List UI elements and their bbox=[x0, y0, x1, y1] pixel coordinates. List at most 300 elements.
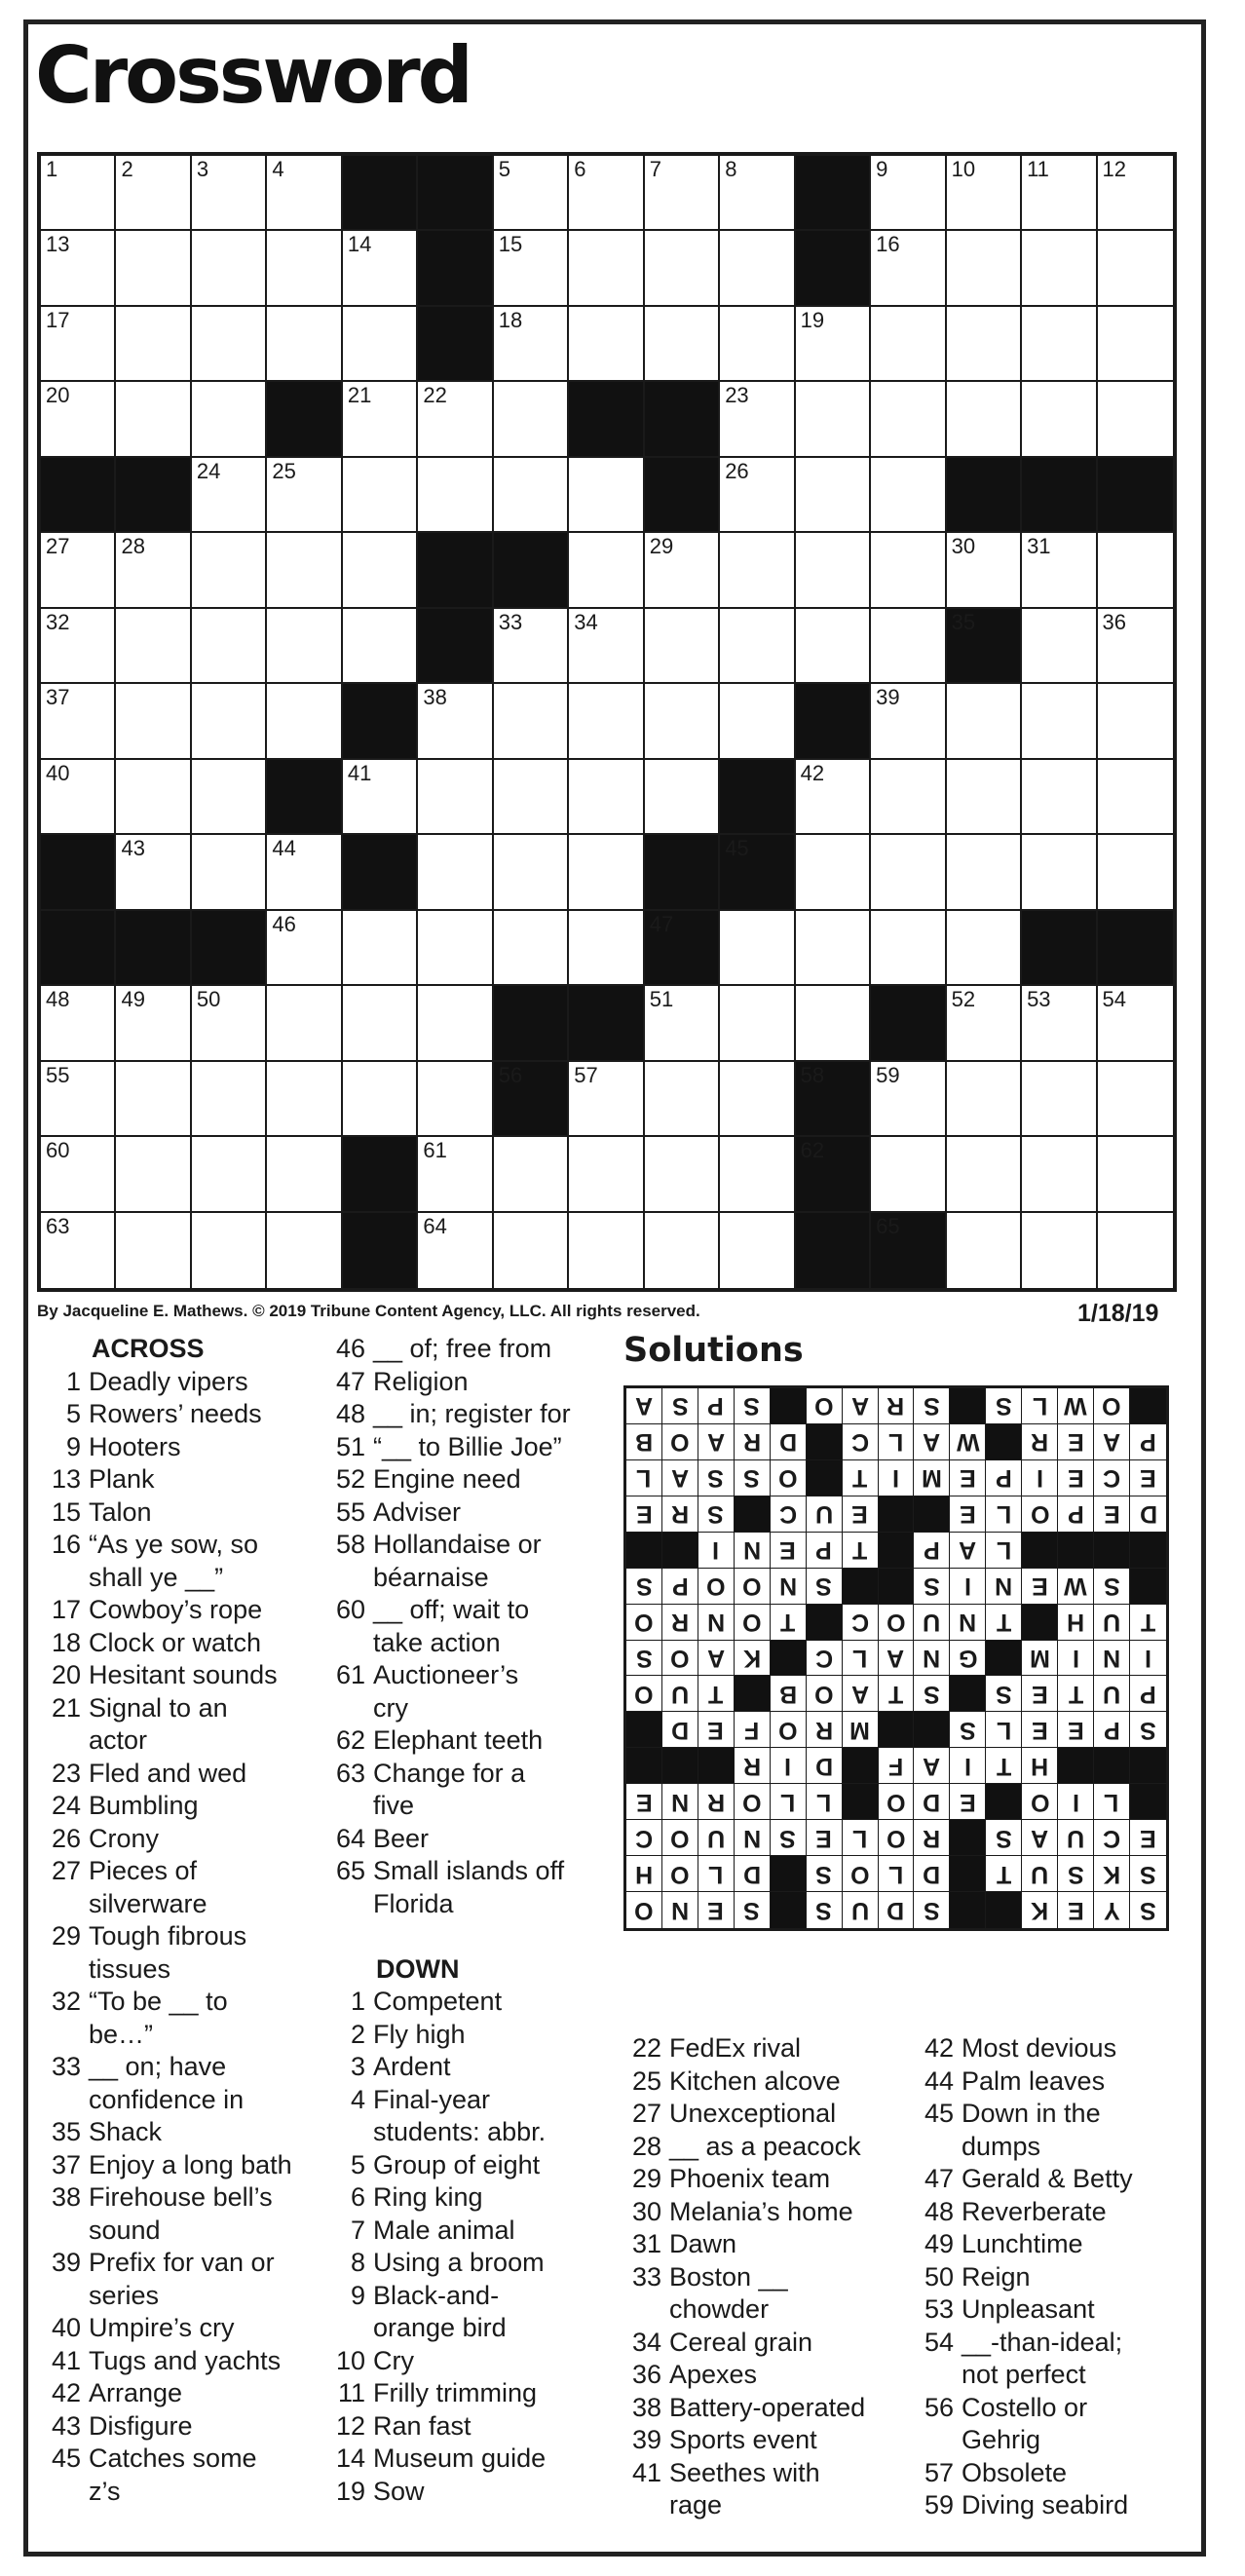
grid-cell[interactable] bbox=[494, 835, 569, 910]
grid-cell[interactable] bbox=[1098, 760, 1173, 835]
solution-glyph: R bbox=[706, 1788, 725, 1816]
grid-cell[interactable] bbox=[1098, 1213, 1173, 1288]
grid-cell[interactable] bbox=[116, 156, 191, 231]
grid-cell[interactable] bbox=[192, 382, 267, 457]
grid-cell[interactable] bbox=[41, 1137, 116, 1212]
clue-line bbox=[623, 2261, 865, 2294]
grid-cell[interactable] bbox=[267, 1062, 342, 1137]
grid-cell[interactable] bbox=[1098, 1137, 1173, 1212]
black-square bbox=[418, 156, 493, 231]
solution-letter bbox=[843, 1892, 879, 1928]
grid-cell[interactable] bbox=[1022, 1062, 1097, 1137]
grid-cell[interactable] bbox=[494, 307, 569, 382]
solution-letter bbox=[662, 1641, 698, 1677]
grid-cell[interactable] bbox=[1022, 684, 1097, 759]
solution-glyph: R bbox=[1031, 1428, 1049, 1457]
grid-cell[interactable] bbox=[192, 307, 267, 382]
grid-cell[interactable] bbox=[267, 1213, 342, 1288]
solution-letter bbox=[1022, 1460, 1058, 1496]
grid-cell[interactable] bbox=[1098, 156, 1173, 231]
grid-cell[interactable] bbox=[871, 382, 946, 457]
grid-cell[interactable] bbox=[343, 382, 418, 457]
grid-cell[interactable] bbox=[418, 911, 493, 986]
cell-number: 51 bbox=[649, 987, 674, 1012]
grid-cell[interactable] bbox=[569, 1213, 644, 1288]
grid-cell[interactable] bbox=[267, 231, 342, 306]
grid-cell[interactable] bbox=[871, 231, 946, 306]
clue-line bbox=[43, 1431, 292, 1464]
grid-cell[interactable] bbox=[720, 1213, 795, 1288]
grid-cell[interactable] bbox=[343, 458, 418, 533]
clue-text: Museum guide bbox=[373, 2443, 547, 2473]
solution-glyph: E bbox=[1103, 1500, 1120, 1529]
solution-letter bbox=[771, 1569, 807, 1605]
grid-cell[interactable] bbox=[1022, 835, 1097, 910]
grid-cell[interactable] bbox=[116, 835, 191, 910]
grid-cell[interactable] bbox=[418, 1062, 493, 1137]
grid-cell[interactable] bbox=[947, 835, 1022, 910]
solution-glyph: S bbox=[1067, 1860, 1084, 1888]
clue-number: 25 bbox=[631, 2065, 661, 2096]
grid-cell[interactable] bbox=[41, 382, 116, 457]
black-square bbox=[494, 533, 569, 608]
clue-number: 1 bbox=[350, 1987, 365, 2016]
solution-letter bbox=[914, 1641, 950, 1677]
grid-cell[interactable] bbox=[267, 307, 342, 382]
grid-cell[interactable] bbox=[569, 231, 644, 306]
grid-cell[interactable] bbox=[1098, 609, 1173, 684]
grid-cell[interactable] bbox=[1098, 533, 1173, 608]
grid-cell[interactable] bbox=[871, 307, 946, 382]
clue-text: __ on; have bbox=[89, 2052, 227, 2081]
clue-text: Shack bbox=[89, 2117, 163, 2146]
grid-cell[interactable] bbox=[1098, 231, 1173, 306]
cell-number: 12 bbox=[1102, 157, 1127, 181]
grid-cell[interactable] bbox=[343, 911, 418, 986]
cell-number: 30 bbox=[951, 534, 976, 559]
grid-cell[interactable] bbox=[1098, 684, 1173, 759]
grid-cell[interactable] bbox=[1098, 307, 1173, 382]
grid-cell[interactable] bbox=[645, 1062, 720, 1137]
solution-letter bbox=[843, 1820, 879, 1856]
clue-line bbox=[43, 1823, 292, 1856]
grid-cell[interactable] bbox=[720, 533, 795, 608]
grid-cell[interactable] bbox=[267, 986, 342, 1061]
grid-cell[interactable] bbox=[343, 609, 418, 684]
grid-cell[interactable] bbox=[645, 609, 720, 684]
grid-cell[interactable] bbox=[796, 911, 871, 986]
grid-cell[interactable] bbox=[871, 760, 946, 835]
grid-cell[interactable] bbox=[871, 835, 946, 910]
grid-cell[interactable] bbox=[192, 156, 267, 231]
solution-glyph: O bbox=[706, 1572, 726, 1601]
solution-glyph: I bbox=[963, 1752, 971, 1780]
grid-cell[interactable] bbox=[645, 986, 720, 1061]
clue-line bbox=[916, 2065, 1133, 2099]
solution-glyph: S bbox=[815, 1572, 832, 1601]
grid-cell[interactable] bbox=[343, 760, 418, 835]
solution-black-square bbox=[843, 1784, 879, 1820]
grid-cell[interactable] bbox=[871, 684, 946, 759]
solution-glyph: E bbox=[1067, 1428, 1084, 1457]
grid-cell[interactable] bbox=[796, 760, 871, 835]
clue-text: Boston __ bbox=[669, 2261, 788, 2292]
grid-cell[interactable] bbox=[947, 760, 1022, 835]
grid-cell[interactable] bbox=[192, 986, 267, 1061]
grid-cell[interactable] bbox=[1022, 609, 1097, 684]
grid-cell[interactable] bbox=[569, 1137, 644, 1212]
solution-letter bbox=[843, 1388, 879, 1424]
solution-black-square bbox=[950, 1388, 986, 1424]
cell-number: 59 bbox=[876, 1062, 900, 1087]
grid-cell[interactable] bbox=[871, 609, 946, 684]
clue-line bbox=[916, 2489, 1133, 2522]
grid-cell[interactable] bbox=[343, 1062, 418, 1137]
grid-cell[interactable] bbox=[947, 1062, 1022, 1137]
grid-cell[interactable] bbox=[418, 760, 493, 835]
solution-glyph: O bbox=[777, 1716, 798, 1744]
grid-cell[interactable] bbox=[116, 1062, 191, 1137]
grid-cell[interactable] bbox=[192, 1213, 267, 1288]
grid-cell[interactable] bbox=[494, 458, 569, 533]
solution-glyph: T bbox=[996, 1752, 1011, 1780]
grid-cell[interactable] bbox=[645, 1213, 720, 1288]
grid-cell[interactable] bbox=[569, 609, 644, 684]
grid-cell[interactable] bbox=[116, 231, 191, 306]
grid-cell[interactable] bbox=[1098, 835, 1173, 910]
grid-cell[interactable] bbox=[871, 911, 946, 986]
grid-cell[interactable] bbox=[494, 609, 569, 684]
solution-letter bbox=[807, 1533, 843, 1569]
grid-cell[interactable] bbox=[192, 684, 267, 759]
grid-cell[interactable] bbox=[116, 1213, 191, 1288]
grid-cell[interactable] bbox=[1022, 382, 1097, 457]
grid-cell[interactable] bbox=[494, 1213, 569, 1288]
grid-cell[interactable] bbox=[41, 1062, 116, 1137]
grid-cell[interactable] bbox=[494, 231, 569, 306]
solution-letter bbox=[1022, 1748, 1058, 1784]
solution-glyph: P bbox=[707, 1392, 725, 1421]
grid-cell[interactable] bbox=[116, 382, 191, 457]
grid-cell[interactable] bbox=[494, 1137, 569, 1212]
grid-cell[interactable] bbox=[267, 684, 342, 759]
grid-cell[interactable] bbox=[418, 1213, 493, 1288]
grid-cell[interactable] bbox=[116, 1137, 191, 1212]
grid-cell[interactable] bbox=[947, 684, 1022, 759]
solution-glyph: D bbox=[778, 1428, 797, 1457]
clue-line bbox=[43, 1366, 292, 1399]
grid-cell[interactable] bbox=[418, 1137, 493, 1212]
grid-cell[interactable] bbox=[1022, 156, 1097, 231]
grid-cell[interactable] bbox=[871, 1137, 946, 1212]
solution-glyph: H bbox=[1067, 1609, 1085, 1637]
grid-cell[interactable] bbox=[267, 835, 342, 910]
solution-letter bbox=[807, 1496, 843, 1533]
clue-text: Sports event bbox=[669, 2425, 817, 2454]
solution-glyph: O bbox=[1030, 1788, 1049, 1816]
grid-cell[interactable] bbox=[720, 231, 795, 306]
solution-black-square bbox=[1130, 1388, 1166, 1424]
grid-cell[interactable] bbox=[796, 835, 871, 910]
clue-text: Signal to an bbox=[89, 1692, 228, 1723]
solution-black-square bbox=[950, 1856, 986, 1892]
solution-glyph: U bbox=[1103, 1680, 1121, 1708]
grid-cell[interactable] bbox=[947, 533, 1022, 608]
clue-line bbox=[916, 2424, 1133, 2457]
grid-cell[interactable] bbox=[720, 609, 795, 684]
solution-letter bbox=[735, 1892, 771, 1928]
grid-cell[interactable] bbox=[947, 156, 1022, 231]
grid-cell[interactable] bbox=[192, 1137, 267, 1212]
grid-cell[interactable] bbox=[645, 307, 720, 382]
clue-text: Change for a bbox=[373, 1758, 526, 1788]
clue-text: Fled and wed bbox=[89, 1758, 247, 1788]
cell-number: 39 bbox=[876, 685, 900, 710]
grid-cell[interactable] bbox=[796, 533, 871, 608]
grid-cell[interactable] bbox=[796, 382, 871, 457]
grid-cell[interactable] bbox=[1098, 382, 1173, 457]
clue-line bbox=[43, 1953, 292, 1987]
grid-cell[interactable] bbox=[494, 382, 569, 457]
grid-cell[interactable] bbox=[116, 307, 191, 382]
grid-cell[interactable] bbox=[569, 458, 644, 533]
cell-number: 7 bbox=[649, 157, 661, 181]
solution-glyph: I bbox=[892, 1464, 899, 1493]
solution-glyph: D bbox=[742, 1860, 761, 1888]
clue-text: actor bbox=[89, 1725, 148, 1755]
grid-cell[interactable] bbox=[267, 156, 342, 231]
black-square bbox=[947, 609, 1022, 684]
clue-line bbox=[43, 1463, 292, 1496]
grid-cell[interactable] bbox=[645, 684, 720, 759]
clue-text: Religion bbox=[373, 1366, 469, 1396]
grid-cell[interactable] bbox=[116, 684, 191, 759]
grid-cell[interactable] bbox=[41, 684, 116, 759]
grid-cell[interactable] bbox=[569, 156, 644, 231]
grid-cell[interactable] bbox=[1098, 1062, 1173, 1137]
grid-cell[interactable] bbox=[41, 156, 116, 231]
solution-glyph: E bbox=[1031, 1680, 1048, 1708]
grid-cell[interactable] bbox=[41, 609, 116, 684]
grid-cell[interactable] bbox=[720, 911, 795, 986]
clue-number: 5 bbox=[65, 1399, 81, 1428]
grid-cell[interactable] bbox=[343, 231, 418, 306]
solution-glyph: F bbox=[887, 1752, 904, 1780]
grid-cell[interactable] bbox=[720, 684, 795, 759]
grid-cell[interactable] bbox=[947, 307, 1022, 382]
grid-cell[interactable] bbox=[796, 986, 871, 1061]
grid-cell[interactable] bbox=[569, 307, 644, 382]
clue-line bbox=[623, 2392, 865, 2425]
grid-cell[interactable] bbox=[343, 986, 418, 1061]
solution-letter bbox=[698, 1712, 735, 1748]
grid-cell[interactable] bbox=[947, 911, 1022, 986]
grid-cell[interactable] bbox=[267, 458, 342, 533]
grid-cell[interactable] bbox=[192, 533, 267, 608]
solution-glyph: O bbox=[1102, 1392, 1121, 1421]
grid-cell[interactable] bbox=[494, 684, 569, 759]
clue-text: Unpleasant bbox=[962, 2294, 1095, 2324]
grid-cell[interactable] bbox=[116, 986, 191, 1061]
grid-cell[interactable] bbox=[569, 533, 644, 608]
grid-cell[interactable] bbox=[947, 1137, 1022, 1212]
grid-cell[interactable] bbox=[418, 684, 493, 759]
grid-cell[interactable] bbox=[947, 382, 1022, 457]
grid-cell[interactable] bbox=[343, 533, 418, 608]
black-square bbox=[1022, 458, 1097, 533]
grid-cell[interactable] bbox=[871, 458, 946, 533]
grid-cell[interactable] bbox=[418, 458, 493, 533]
grid-cell[interactable] bbox=[720, 458, 795, 533]
clue-text: Rowers’ needs bbox=[89, 1399, 262, 1428]
grid-cell[interactable] bbox=[192, 760, 267, 835]
grid-cell[interactable] bbox=[645, 1137, 720, 1212]
clue-line bbox=[327, 2019, 571, 2052]
grid-cell[interactable] bbox=[796, 609, 871, 684]
grid-cell[interactable] bbox=[720, 1062, 795, 1137]
grid-cell[interactable] bbox=[569, 835, 644, 910]
grid-cell[interactable] bbox=[871, 533, 946, 608]
solution-letter bbox=[662, 1892, 698, 1928]
clue-number: 40 bbox=[51, 2313, 81, 2342]
grid-cell[interactable] bbox=[494, 156, 569, 231]
grid-cell[interactable] bbox=[192, 835, 267, 910]
grid-cell[interactable] bbox=[645, 156, 720, 231]
solution-letter bbox=[735, 1856, 771, 1892]
grid-cell[interactable] bbox=[343, 307, 418, 382]
grid-cell[interactable] bbox=[720, 1137, 795, 1212]
grid-cell[interactable] bbox=[1022, 760, 1097, 835]
grid-cell[interactable] bbox=[569, 684, 644, 759]
solution-glyph: U bbox=[923, 1609, 941, 1637]
clue-text: Down in the bbox=[962, 2099, 1101, 2128]
grid-cell[interactable] bbox=[569, 760, 644, 835]
clue-number: 32 bbox=[51, 1987, 81, 2016]
solution-letter bbox=[986, 1856, 1022, 1892]
solution-letter bbox=[986, 1460, 1022, 1496]
grid-cell[interactable] bbox=[1022, 307, 1097, 382]
grid-cell[interactable] bbox=[871, 1062, 946, 1137]
grid-cell[interactable] bbox=[116, 760, 191, 835]
clue-line bbox=[327, 1333, 571, 1366]
grid-cell[interactable] bbox=[1022, 533, 1097, 608]
crossword-grid[interactable] bbox=[37, 152, 1177, 1292]
clue-line bbox=[327, 2280, 571, 2313]
grid-cell[interactable] bbox=[947, 1213, 1022, 1288]
solution-letter bbox=[1022, 1712, 1058, 1748]
clue-number: 50 bbox=[924, 2261, 954, 2292]
grid-cell[interactable] bbox=[947, 986, 1022, 1061]
grid-cell[interactable] bbox=[796, 307, 871, 382]
grid-cell[interactable] bbox=[494, 911, 569, 986]
solution-glyph: C bbox=[1103, 1824, 1121, 1852]
cell-number: 58 bbox=[800, 1062, 825, 1087]
solution-letter bbox=[986, 1676, 1022, 1712]
grid-cell[interactable] bbox=[41, 533, 116, 608]
grid-cell[interactable] bbox=[41, 307, 116, 382]
grid-cell[interactable] bbox=[418, 835, 493, 910]
solution-letter bbox=[1130, 1496, 1166, 1533]
solution-glyph: R bbox=[670, 1609, 689, 1637]
solution-letter bbox=[698, 1641, 735, 1677]
grid-cell[interactable] bbox=[267, 533, 342, 608]
cell-number: 60 bbox=[46, 1138, 70, 1163]
clue-number: 13 bbox=[51, 1464, 81, 1494]
grid-cell[interactable] bbox=[1098, 986, 1173, 1061]
solution-glyph: T bbox=[851, 1464, 868, 1493]
grid-cell[interactable] bbox=[720, 382, 795, 457]
solution-glyph: T bbox=[996, 1860, 1011, 1888]
grid-cell[interactable] bbox=[116, 609, 191, 684]
grid-cell[interactable] bbox=[41, 986, 116, 1061]
grid-cell[interactable] bbox=[720, 156, 795, 231]
clue-text: five bbox=[373, 1791, 415, 1820]
grid-cell[interactable] bbox=[720, 986, 795, 1061]
grid-cell[interactable] bbox=[41, 231, 116, 306]
grid-cell[interactable] bbox=[41, 760, 116, 835]
solution-glyph: O bbox=[742, 1609, 762, 1637]
grid-cell[interactable] bbox=[116, 533, 191, 608]
grid-cell[interactable] bbox=[645, 533, 720, 608]
solution-letter bbox=[986, 1533, 1022, 1569]
cell-number: 24 bbox=[196, 458, 221, 483]
grid-cell[interactable] bbox=[1022, 1137, 1097, 1212]
cell-number: 16 bbox=[876, 232, 900, 257]
solution-glyph: O bbox=[634, 1897, 654, 1925]
grid-cell[interactable] bbox=[41, 1213, 116, 1288]
grid-cell[interactable] bbox=[871, 156, 946, 231]
clue-text: chowder bbox=[669, 2294, 770, 2324]
grid-cell[interactable] bbox=[192, 609, 267, 684]
grid-cell[interactable] bbox=[267, 1137, 342, 1212]
grid-cell[interactable] bbox=[418, 986, 493, 1061]
solution-glyph: G bbox=[958, 1644, 978, 1672]
clue-line bbox=[327, 1431, 571, 1464]
solution-letter bbox=[1094, 1388, 1130, 1424]
grid-cell[interactable] bbox=[1022, 1213, 1097, 1288]
cell-number: 48 bbox=[46, 987, 70, 1012]
clue-number: 11 bbox=[337, 2378, 365, 2407]
clue-number: 5 bbox=[350, 2149, 365, 2179]
solution-glyph: R bbox=[814, 1716, 833, 1744]
grid-cell[interactable] bbox=[569, 1062, 644, 1137]
grid-cell[interactable] bbox=[645, 231, 720, 306]
grid-cell[interactable] bbox=[192, 458, 267, 533]
cell-number: 61 bbox=[423, 1138, 447, 1163]
grid-cell[interactable] bbox=[192, 231, 267, 306]
grid-cell[interactable] bbox=[494, 760, 569, 835]
clue-text: Pieces of bbox=[89, 1856, 198, 1885]
grid-cell[interactable] bbox=[796, 458, 871, 533]
grid-cell[interactable] bbox=[645, 760, 720, 835]
grid-cell[interactable] bbox=[720, 307, 795, 382]
grid-cell[interactable] bbox=[267, 609, 342, 684]
grid-cell[interactable] bbox=[569, 911, 644, 986]
solution-glyph: S bbox=[671, 1392, 689, 1421]
cell-number: 20 bbox=[46, 383, 70, 408]
solution-glyph: A bbox=[670, 1464, 689, 1493]
grid-cell[interactable] bbox=[192, 1062, 267, 1137]
clue-line bbox=[327, 1790, 571, 1823]
grid-cell[interactable] bbox=[1022, 986, 1097, 1061]
grid-cell[interactable] bbox=[418, 382, 493, 457]
grid-cell[interactable] bbox=[947, 231, 1022, 306]
cell-number: 10 bbox=[951, 157, 976, 181]
grid-cell[interactable] bbox=[1022, 231, 1097, 306]
grid-cell[interactable] bbox=[267, 911, 342, 986]
solution-glyph: A bbox=[1031, 1824, 1049, 1852]
solution-letter bbox=[1058, 1460, 1094, 1496]
